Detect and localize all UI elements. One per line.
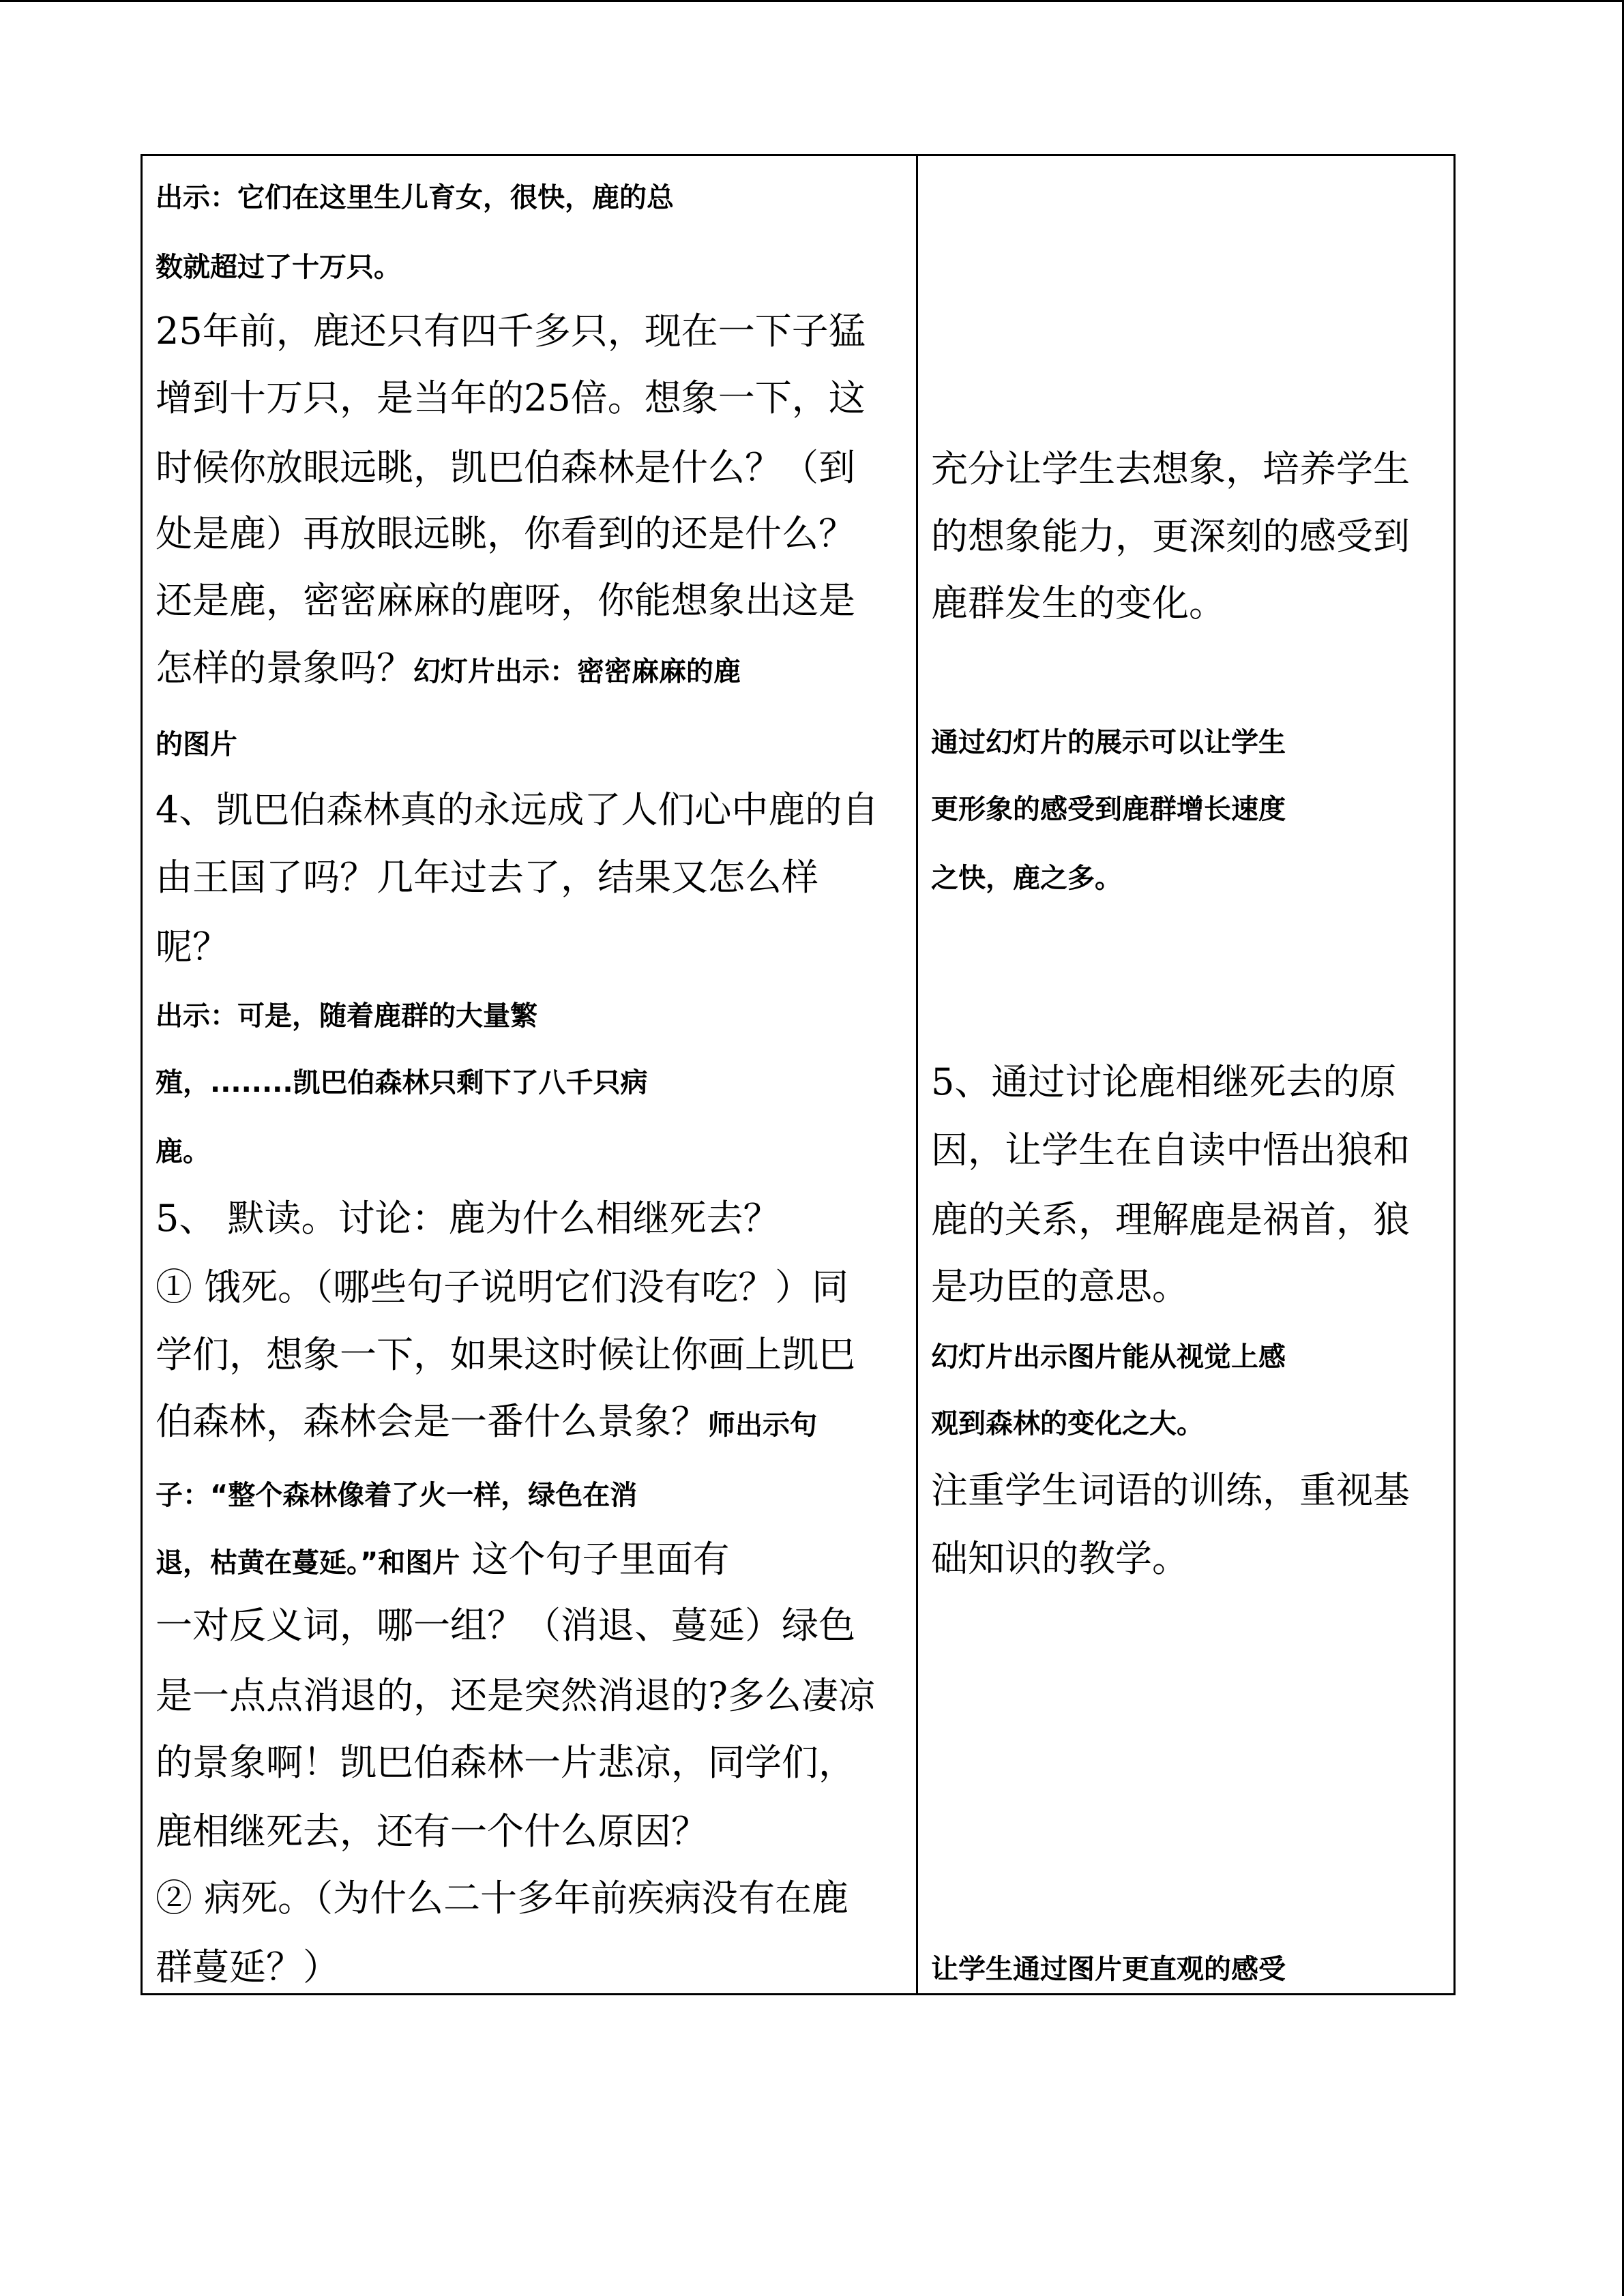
left-line: 学们，想象一下，如果这时候让你画上凯巴 bbox=[156, 1333, 855, 1376]
right-line: 幻灯片出示图片能从视觉上感 bbox=[931, 1341, 1286, 1373]
right-line: 充分让学生去想象，培养学生 bbox=[931, 447, 1410, 490]
right-line: 5、通过讨论鹿相继死去的原 bbox=[931, 1060, 1397, 1103]
right-line: 观到森林的变化之大。 bbox=[931, 1408, 1204, 1440]
left-line: 的图片 bbox=[156, 729, 237, 760]
right-line: 之快，鹿之多。 bbox=[931, 863, 1122, 894]
right-line: 鹿群发生的变化。 bbox=[931, 582, 1226, 625]
left-line bbox=[156, 646, 741, 689]
left-line: 鹿。 bbox=[156, 1136, 210, 1167]
left-line: 处是鹿）再放眼远眺，你看到的还是什么？ bbox=[156, 512, 855, 555]
right-line: 础知识的教学。 bbox=[931, 1537, 1189, 1580]
left-line-normal-tail: 这个句子里面有 bbox=[460, 1538, 730, 1581]
left-line: 增到十万只，是当年的25倍。想象一下，这 bbox=[156, 376, 866, 419]
left-line: 子：“整个森林像着了火一样，绿色在消 bbox=[156, 1480, 638, 1511]
left-line: ② 病死。（为什么二十多年前疾病没有在鹿 bbox=[156, 1877, 849, 1920]
left-line bbox=[156, 1400, 817, 1443]
left-line: 鹿相继死去，还有一个什么原因？ bbox=[156, 1810, 708, 1853]
right-line: 因，让学生在自读中悟出狼和 bbox=[931, 1129, 1410, 1172]
right-line: 是功臣的意思。 bbox=[931, 1265, 1189, 1308]
left-line: 一对反义词，哪一组？（消退、蔓延）绿色 bbox=[156, 1604, 855, 1647]
right-line: 的想象能力，更深刻的感受到 bbox=[931, 515, 1410, 558]
left-line-bold: 退，枯黄在蔓延。”和图片 bbox=[156, 1547, 460, 1579]
left-line: 4、凯巴伯森林真的永远成了人们心中鹿的自 bbox=[156, 788, 879, 831]
left-line-normal: 伯森林，森林会是一番什么景象？ bbox=[156, 1400, 708, 1443]
left-line-normal: 怎样的景象吗？ bbox=[156, 646, 413, 689]
left-line: 殖，........凯巴伯森林只剩下了八千只病 bbox=[156, 1067, 648, 1099]
left-line: 群蔓延？） bbox=[156, 1945, 340, 1988]
left-line: 呢？ bbox=[156, 925, 229, 968]
left-line bbox=[156, 1538, 730, 1581]
left-line: 还是鹿，密密麻麻的鹿呀，你能想象出这是 bbox=[156, 579, 855, 622]
right-line: 通过幻灯片的展示可以让学生 bbox=[931, 727, 1286, 758]
page-top-rule bbox=[0, 0, 1624, 2]
right-line: 鹿的关系，理解鹿是祸首，狼 bbox=[931, 1198, 1410, 1241]
left-line: 25年前，鹿还只有四千多只，现在一下子猛 bbox=[156, 310, 866, 353]
right-line: 更形象的感受到鹿群增长速度 bbox=[931, 794, 1286, 825]
right-line: 让学生通过图片更直观的感受 bbox=[931, 1954, 1286, 1985]
left-line: 的景象啊！凯巴伯森林一片悲凉，同学们， bbox=[156, 1741, 855, 1784]
right-line: 注重学生词语的训练，重视基 bbox=[931, 1469, 1410, 1512]
left-line: 出示：可是，随着鹿群的大量繁 bbox=[156, 1000, 537, 1032]
left-line-bold-tail: 师出示句 bbox=[708, 1410, 817, 1441]
left-line: 由王国了吗？几年过去了，结果又怎么样 bbox=[156, 856, 818, 899]
left-line: 5、 默读。讨论：鹿为什么相继死去？ bbox=[156, 1197, 780, 1240]
left-line: 是一点点消退的，还是突然消退的?多么凄凉 bbox=[156, 1674, 875, 1717]
table-column-divider bbox=[916, 154, 918, 1995]
left-line: 数就超过了十万只。 bbox=[156, 252, 401, 283]
left-line: 时候你放眼远眺，凯巴伯森林是什么？（到 bbox=[156, 446, 855, 489]
left-line: 出示：它们在这里生儿育女，很快，鹿的总 bbox=[156, 182, 674, 213]
left-line: ① 饿死。（哪些句子说明它们没有吃？）同 bbox=[156, 1266, 849, 1309]
left-line-bold-tail: 幻灯片出示：密密麻麻的鹿 bbox=[413, 656, 741, 687]
